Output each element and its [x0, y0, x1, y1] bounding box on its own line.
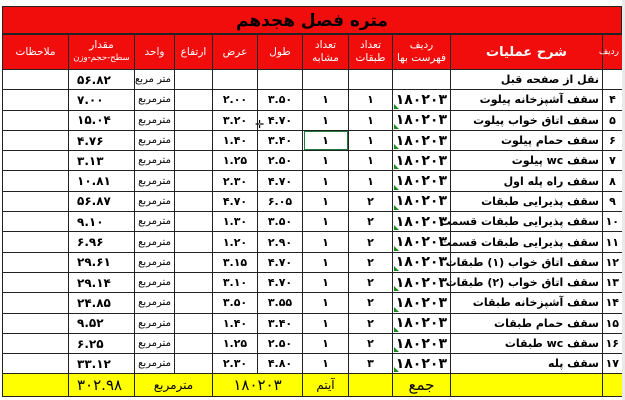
cell-rowno[interactable]: ۸: [603, 171, 623, 191]
cell-notes[interactable]: [3, 313, 69, 333]
cell-floors[interactable]: ۲: [349, 252, 393, 272]
cell-similar[interactable]: ۱: [303, 110, 349, 130]
cell-notes[interactable]: [3, 232, 69, 252]
sheet-title: متره فصل هجدهم: [2, 6, 622, 34]
table-row: [3, 130, 623, 150]
cell-description[interactable]: نقل از صفحه قبل: [451, 70, 603, 90]
header-similar-line1: تعداد: [314, 39, 337, 51]
cell-width[interactable]: ۳.۱۵: [213, 252, 258, 272]
cell-notes[interactable]: [3, 110, 69, 130]
table-row: [3, 272, 623, 292]
cell-amount[interactable]: ۹.۱۰: [69, 212, 135, 232]
cell-unit[interactable]: مترمربع: [135, 293, 175, 313]
table-row: [3, 333, 623, 353]
cell-unit[interactable]: مترمربع: [135, 354, 175, 374]
cell-unit[interactable]: مترمربع: [135, 191, 175, 211]
cell-height[interactable]: [175, 252, 213, 272]
cell-floors[interactable]: ۲: [349, 333, 393, 353]
cell-height[interactable]: [175, 130, 213, 150]
cell-amount[interactable]: ۹.۵۲: [69, 313, 135, 333]
cell-similar[interactable]: [303, 70, 349, 90]
header-height: ارتفاع: [175, 35, 213, 70]
cell-height[interactable]: [175, 110, 213, 130]
cell-floors[interactable]: ۳: [349, 354, 393, 374]
cell-width[interactable]: ۱.۲۰: [213, 232, 258, 252]
cell-length[interactable]: ۶.۰۵: [258, 191, 303, 211]
cell-description[interactable]: سقف آشپزخانه طبقات: [451, 293, 603, 313]
cell-notes[interactable]: [3, 333, 69, 353]
cell-description[interactable]: سقف حمام طبقات: [451, 313, 603, 333]
cell-amount[interactable]: ۴.۷۶: [69, 130, 135, 150]
table-row: [3, 293, 623, 313]
total-cell-floors[interactable]: [349, 374, 393, 397]
cell-similar[interactable]: ۱: [303, 272, 349, 292]
cell-rowno[interactable]: ۱۴: [603, 293, 623, 313]
cell-height[interactable]: [175, 272, 213, 292]
measurement-table: [2, 34, 623, 397]
table-row: [3, 354, 623, 374]
cell-rowno[interactable]: ۱۰: [603, 212, 623, 232]
cell-floors[interactable]: ۱: [349, 90, 393, 110]
total-cell-desc[interactable]: [451, 374, 603, 397]
cell-description[interactable]: سقف آشپزخانه پیلوت: [451, 90, 603, 110]
cell-floors[interactable]: ۱: [349, 110, 393, 130]
cell-similar[interactable]: ۱: [303, 151, 349, 171]
cell-width[interactable]: ۳.۵۰: [213, 293, 258, 313]
cell-unit[interactable]: مترمربع: [135, 212, 175, 232]
header-floors: [349, 35, 393, 70]
cell-width[interactable]: ۲.۰۰: [213, 90, 258, 110]
cell-notes[interactable]: [3, 90, 69, 110]
cell-width[interactable]: ۳.۲۰: [213, 110, 258, 130]
header-ref-line1: ردیف: [409, 39, 434, 51]
table-row: [3, 90, 623, 110]
table-row: [3, 171, 623, 191]
cell-unit[interactable]: مترمربع: [135, 313, 175, 333]
header-length: طول: [258, 35, 303, 70]
header-unit: واحد: [135, 35, 175, 70]
table-row: [3, 232, 623, 252]
cell-notes[interactable]: [3, 130, 69, 150]
total-item-label[interactable]: آیتم: [303, 374, 349, 397]
cell-width[interactable]: ۱.۴۰: [213, 313, 258, 333]
cell-amount[interactable]: ۵۶.۸۲: [69, 70, 135, 90]
cell-price-list-ref[interactable]: [393, 70, 451, 90]
header-amount-line1: مقدار: [89, 39, 114, 51]
cell-length[interactable]: ۴.۸۰: [258, 354, 303, 374]
cell-length[interactable]: ۳.۴۰: [258, 130, 303, 150]
cell-floors[interactable]: ۲: [349, 313, 393, 333]
cell-price-list-ref[interactable]: ۱۸۰۲۰۳: [393, 171, 451, 191]
cell-amount[interactable]: ۵۶.۸۷: [69, 191, 135, 211]
header-width: عرض: [213, 35, 258, 70]
cell-length[interactable]: ۴.۷۰: [258, 272, 303, 292]
total-unit[interactable]: مترمربع: [135, 374, 213, 397]
cell-price-list-ref[interactable]: ۱۸۰۲۰۳: [393, 333, 451, 353]
cell-unit[interactable]: مترمربع: [135, 151, 175, 171]
cell-width[interactable]: ۱.۲۵: [213, 151, 258, 171]
cell-height[interactable]: [175, 313, 213, 333]
total-ref[interactable]: ۱۸۰۲۰۳: [213, 374, 303, 397]
header-similar-line2: مشابه: [312, 52, 339, 64]
cell-price-list-ref[interactable]: ۱۸۰۲۰۳: [393, 90, 451, 110]
cell-height[interactable]: [175, 354, 213, 374]
header-floors-line2: طبقات: [355, 52, 386, 64]
cell-floors[interactable]: ۱: [349, 171, 393, 191]
cell-rowno[interactable]: ۱۵: [603, 313, 623, 333]
cell-description[interactable]: سقف wc طبقات: [451, 333, 603, 353]
cell-amount[interactable]: ۶.۹۶: [69, 232, 135, 252]
cell-height[interactable]: [175, 171, 213, 191]
cell-amount[interactable]: ۲۴.۸۵: [69, 293, 135, 313]
cell-similar[interactable]: ۱: [303, 293, 349, 313]
cell-height[interactable]: [175, 151, 213, 171]
cell-width[interactable]: ۱.۲۵: [213, 333, 258, 353]
mouse-cursor-icon: ✛: [255, 118, 265, 131]
table-body: [3, 70, 623, 374]
cell-height[interactable]: [175, 293, 213, 313]
cell-unit[interactable]: مترمربع: [135, 90, 175, 110]
cell-amount[interactable]: ۱۰.۸۱: [69, 171, 135, 191]
cell-height[interactable]: [175, 70, 213, 90]
cell-length[interactable]: ۳.۵۰: [258, 90, 303, 110]
cell-price-list-ref[interactable]: ۱۸۰۲۰۳: [393, 110, 451, 130]
cell-width[interactable]: ۱.۳۰: [213, 212, 258, 232]
table-row: [3, 252, 623, 272]
table-row: [3, 191, 623, 211]
cell-similar[interactable]: ۱: [303, 232, 349, 252]
table-row: [3, 70, 623, 90]
cell-rowno[interactable]: ۱۳: [603, 272, 623, 292]
cell-amount[interactable]: ۷.۰۰: [69, 90, 135, 110]
cell-width[interactable]: ۲.۳۰: [213, 354, 258, 374]
total-row: [3, 374, 623, 397]
header-similar: [303, 35, 349, 70]
cell-similar[interactable]: ۱: [303, 313, 349, 333]
cell-amount[interactable]: ۲۹.۱۴: [69, 272, 135, 292]
cell-length[interactable]: [258, 70, 303, 90]
cell-description[interactable]: سقف پله: [451, 354, 603, 374]
cell-width[interactable]: ۱.۴۰: [213, 130, 258, 150]
cell-similar[interactable]: ۱: [303, 130, 349, 150]
cell-description[interactable]: سقف پذیرایی طبقات: [451, 191, 603, 211]
total-amount[interactable]: ۳۰۲.۹۸: [69, 374, 135, 397]
cell-unit[interactable]: مترمربع: [135, 252, 175, 272]
cell-floors[interactable]: ۲: [349, 272, 393, 292]
cell-description[interactable]: سقف پذیرایی طبقات قسمت: [451, 232, 603, 252]
cell-unit[interactable]: متر مربع: [135, 70, 175, 90]
cell-notes[interactable]: [3, 252, 69, 272]
cell-similar[interactable]: ۱: [303, 252, 349, 272]
cell-length[interactable]: ۳.۵۰: [258, 212, 303, 232]
cell-notes[interactable]: [3, 70, 69, 90]
cell-similar[interactable]: ۱: [303, 90, 349, 110]
header-floors-line1: تعداد: [359, 39, 382, 51]
cell-rowno[interactable]: ۶: [603, 130, 623, 150]
cell-width[interactable]: ۴.۷۰: [213, 191, 258, 211]
cell-price-list-ref[interactable]: ۱۸۰۲۰۳: [393, 313, 451, 333]
header-amount-line2: سطح-حجم-وزن: [73, 53, 130, 63]
cell-width[interactable]: ۳.۱۰: [213, 272, 258, 292]
cell-price-list-ref[interactable]: ۱۸۰۲۰۳: [393, 354, 451, 374]
cell-floors[interactable]: ۱: [349, 130, 393, 150]
header-description: شرح عملیات: [451, 35, 603, 70]
cell-floors[interactable]: ۲: [349, 232, 393, 252]
header-ref-line2: فهرست بها: [396, 52, 447, 64]
cell-length[interactable]: ۲.۵۰: [258, 333, 303, 353]
cell-notes[interactable]: [3, 354, 69, 374]
cell-length[interactable]: ۲.۹۰: [258, 232, 303, 252]
cell-width[interactable]: [213, 70, 258, 90]
cell-notes[interactable]: [3, 272, 69, 292]
cell-rowno[interactable]: ۴: [603, 90, 623, 110]
cell-similar[interactable]: ۱: [303, 191, 349, 211]
cell-rowno[interactable]: ۱۶: [603, 333, 623, 353]
cell-notes[interactable]: [3, 171, 69, 191]
total-label[interactable]: جمع: [393, 374, 451, 397]
cell-notes[interactable]: [3, 191, 69, 211]
cell-length[interactable]: ۴.۷۰: [258, 171, 303, 191]
cell-price-list-ref[interactable]: ۱۸۰۲۰۳: [393, 130, 451, 150]
header-rowno: ردیف: [603, 35, 623, 70]
cell-length[interactable]: ۴.۷۰: [258, 110, 303, 130]
header-price-list-ref: [393, 35, 451, 70]
cell-amount[interactable]: ۳۳.۱۲: [69, 354, 135, 374]
cell-notes[interactable]: [3, 212, 69, 232]
cell-length[interactable]: ۲.۵۰: [258, 151, 303, 171]
cell-rowno[interactable]: [603, 70, 623, 90]
table-row: [3, 151, 623, 171]
cell-price-list-ref[interactable]: ۱۸۰۲۰۳: [393, 191, 451, 211]
cell-floors[interactable]: ۲: [349, 293, 393, 313]
cell-rowno[interactable]: ۷: [603, 151, 623, 171]
cell-notes[interactable]: [3, 151, 69, 171]
cell-unit[interactable]: مترمربع: [135, 110, 175, 130]
total-cell-rowno[interactable]: [603, 374, 623, 397]
cell-similar[interactable]: ۱: [303, 171, 349, 191]
cell-length[interactable]: ۴.۷۰: [258, 252, 303, 272]
cell-description[interactable]: سقف پذیرایی طبقات قسمت: [451, 212, 603, 232]
cell-price-list-ref[interactable]: ۱۸۰۲۰۳: [393, 252, 451, 272]
cell-description[interactable]: سقف اتاق خواب (۲) طبقات: [451, 272, 603, 292]
cell-floors[interactable]: ۱: [349, 151, 393, 171]
table-row: [3, 212, 623, 232]
header-row: [3, 35, 623, 70]
cell-similar[interactable]: ۱: [303, 212, 349, 232]
cell-rowno[interactable]: ۱۷: [603, 354, 623, 374]
cell-floors[interactable]: ۲: [349, 191, 393, 211]
cell-rowno[interactable]: ۹: [603, 191, 623, 211]
cell-length[interactable]: ۳.۵۵: [258, 293, 303, 313]
cell-rowno[interactable]: ۵: [603, 110, 623, 130]
total-cell-notes[interactable]: [3, 374, 69, 397]
cell-rowno[interactable]: ۱۱: [603, 232, 623, 252]
cell-unit[interactable]: مترمربع: [135, 333, 175, 353]
cell-floors[interactable]: [349, 70, 393, 90]
cell-amount[interactable]: ۳.۱۳: [69, 151, 135, 171]
cell-floors[interactable]: ۲: [349, 212, 393, 232]
cell-price-list-ref[interactable]: ۱۸۰۲۰۳: [393, 151, 451, 171]
cell-price-list-ref[interactable]: ۱۸۰۲۰۳: [393, 212, 451, 232]
cell-length[interactable]: ۳.۴۰: [258, 313, 303, 333]
cell-unit[interactable]: مترمربع: [135, 130, 175, 150]
cell-description[interactable]: سقف اتاق خواب (۱) طبقات: [451, 252, 603, 272]
cell-description[interactable]: سقف wc پیلوت: [451, 151, 603, 171]
cell-unit[interactable]: مترمربع: [135, 272, 175, 292]
table-row: [3, 313, 623, 333]
cell-height[interactable]: [175, 232, 213, 252]
cell-similar[interactable]: ۱: [303, 333, 349, 353]
cell-price-list-ref[interactable]: ۱۸۰۲۰۳: [393, 293, 451, 313]
cell-rowno[interactable]: ۱۲: [603, 252, 623, 272]
cell-height[interactable]: [175, 191, 213, 211]
cell-description[interactable]: سقف اتاق خواب پیلوت: [451, 110, 603, 130]
cell-similar[interactable]: ۱: [303, 354, 349, 374]
table-row: [3, 110, 623, 130]
header-notes: ملاحظات: [3, 35, 69, 70]
cell-width[interactable]: ۲.۳۰: [213, 171, 258, 191]
cell-price-list-ref[interactable]: ۱۸۰۲۰۳: [393, 232, 451, 252]
cell-unit[interactable]: مترمربع: [135, 171, 175, 191]
cell-price-list-ref[interactable]: ۱۸۰۲۰۳: [393, 272, 451, 292]
cell-unit[interactable]: مترمربع: [135, 232, 175, 252]
header-amount: [69, 35, 135, 70]
cell-amount[interactable]: ۶.۲۵: [69, 333, 135, 353]
cell-amount[interactable]: ۲۹.۶۱: [69, 252, 135, 272]
cell-description[interactable]: سقف راه پله اول: [451, 171, 603, 191]
cell-notes[interactable]: [3, 293, 69, 313]
cell-amount[interactable]: ۱۵.۰۴: [69, 110, 135, 130]
cell-height[interactable]: [175, 333, 213, 353]
cell-description[interactable]: سقف حمام پیلوت: [451, 130, 603, 150]
cell-height[interactable]: [175, 212, 213, 232]
cell-height[interactable]: [175, 90, 213, 110]
